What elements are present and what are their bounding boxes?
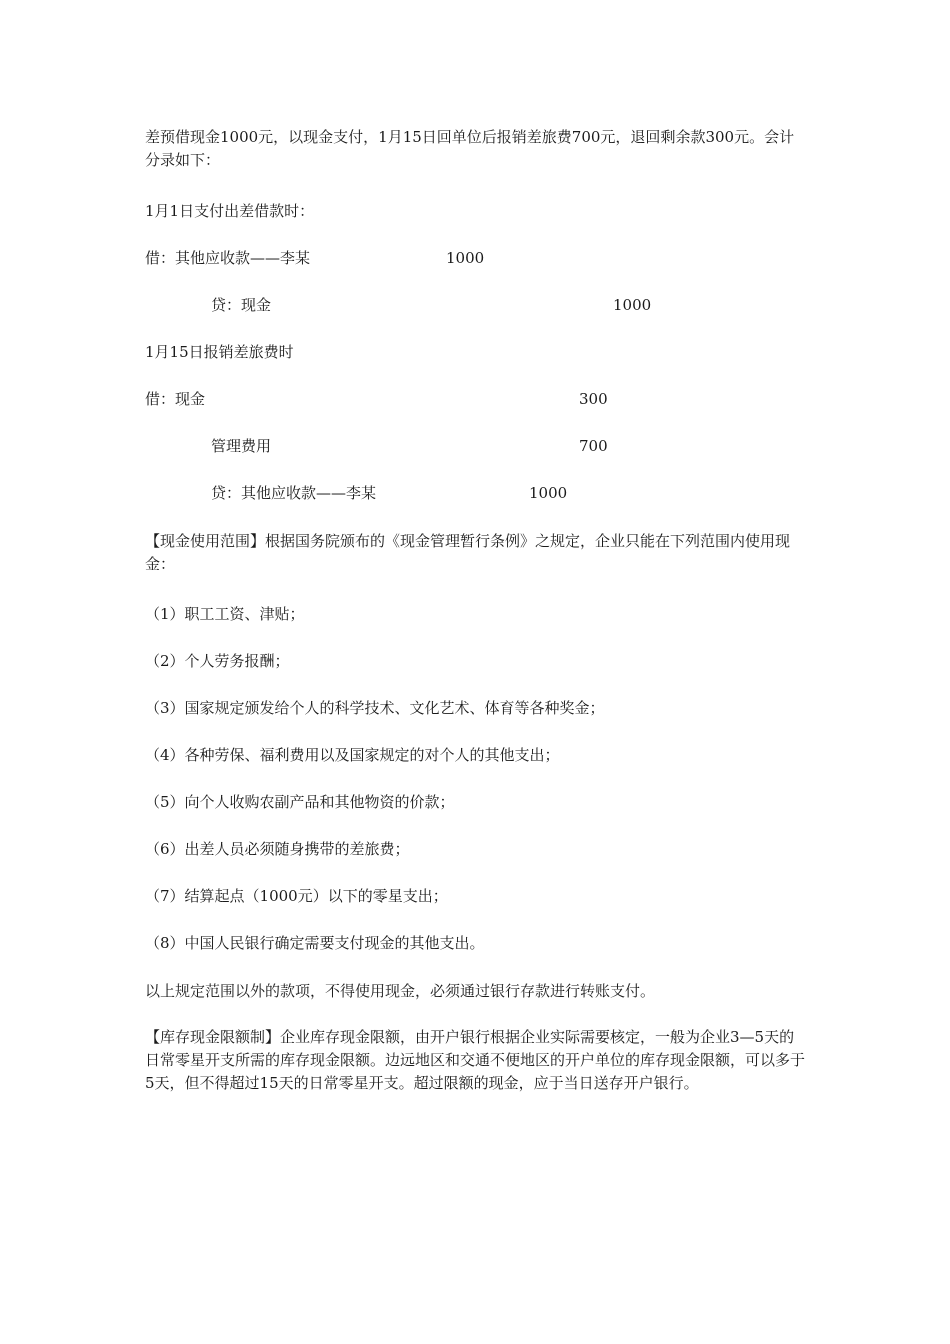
cash-limit-paragraph xyxy=(145,1026,805,1095)
cash-scope-paragraph xyxy=(145,530,805,576)
entry2-debit2-label: 管理费用 xyxy=(211,437,272,455)
intro-paragraph: 差预借现金1000元，以现金支付，1月15日回单位后报销差旅费700元，退回剩余款300元。会计分录如下： xyxy=(145,128,795,169)
entry1-credit-label: 贷：现金 xyxy=(211,296,272,314)
entry2-debit1-label: 借：现金 xyxy=(145,390,206,408)
entry2-credit-amount: 1000 xyxy=(529,484,568,502)
cash-scope-closing: 以上规定范围以外的款项，不得使用现金，必须通过银行存款进行转账支付。 xyxy=(145,982,656,1000)
entry2-heading: 1月15日报销差旅费时 xyxy=(145,343,294,361)
cash-scope-item: （8）中国人民银行确定需要支付现金的其他支出。 xyxy=(145,934,485,952)
cash-scope-intro: 根据国务院颁布的《现金管理暂行条例》之规定，企业只能在下列范围内使用现金： xyxy=(145,532,791,573)
cash-scope-item: （1）职工工资、津贴； xyxy=(145,605,305,623)
entry1-debit-amount: 1000 xyxy=(446,249,485,267)
entry2-credit-label: 贷：其他应收款——李某 xyxy=(211,484,377,502)
cash-scope-item: （3）国家规定颁发给个人的科学技术、文化艺术、体育等各种奖金； xyxy=(145,699,605,717)
entry2-debit2-amount: 700 xyxy=(579,437,608,455)
cash-scope-item: （7）结算起点（1000元）以下的零星支出； xyxy=(145,887,448,905)
cash-scope-item: （2）个人劳务报酬； xyxy=(145,652,290,670)
entry2-debit1-amount: 300 xyxy=(579,390,608,408)
cash-limit-text: 企业库存现金限额，由开户银行根据企业实际需要核定，一般为企业3—5天的日常零星开支所需的库存现金限额。边远地区和交通不便地区的开户单位的库存现金限额，可以多于5天，但不得超过15天的日常零星开支。超过限额的现金，应于当日送存开户银行。 xyxy=(145,1028,806,1092)
cash-scope-item: （5）向个人收购农副产品和其他物资的价款； xyxy=(145,793,455,811)
cash-scope-title: 【现金使用范围】 xyxy=(145,532,266,550)
entry1-credit-amount: 1000 xyxy=(613,296,652,314)
entry1-debit-label: 借：其他应收款——李某 xyxy=(145,249,311,267)
cash-scope-item: （4）各种劳保、福利费用以及国家规定的对个人的其他支出； xyxy=(145,746,560,764)
cash-limit-title: 【库存现金限额制】 xyxy=(145,1028,281,1046)
cash-scope-item: （6）出差人员必须随身携带的差旅费； xyxy=(145,840,410,858)
entry1-heading: 1月1日支付出差借款时： xyxy=(145,202,315,220)
